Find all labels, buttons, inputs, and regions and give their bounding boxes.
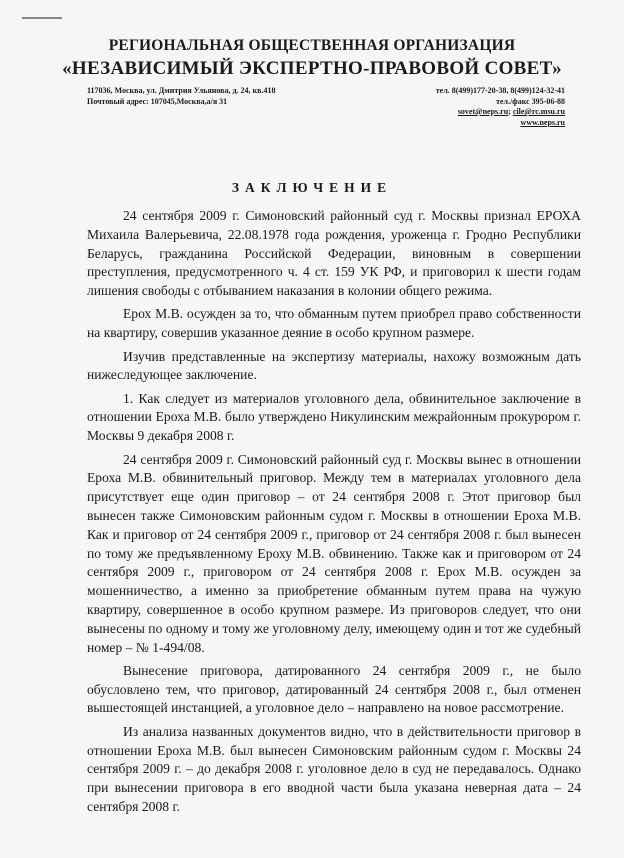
organization-type: РЕГИОНАЛЬНАЯ ОБЩЕСТВЕННАЯ ОРГАНИЗАЦИЯ [108, 37, 516, 54]
document-title: ЗАКЛЮЧЕНИЕ [231, 180, 393, 195]
postal-address: Почтовый адрес: 107045,Москва,а/я 31 [87, 96, 228, 106]
scan-artifact-line [22, 17, 62, 19]
email-link-2[interactable]: cile@rc.msu.ru [512, 107, 565, 116]
paragraph-not-overturned: Вынесение приговора, датированного 24 сентября 2009 г., не было обусловлено тем, что приговор, датированный 24 сентября 2008 г., был отменен вышестоящей инстанцией, а уголовное дело – направлено на новое рассмотрение. [87, 662, 581, 716]
paragraph-conviction: Ерох М.В. осужден за то, что обманным путем приобрел право собственности на квартиру, совершив указанное деяние в особо крупном размере. [87, 306, 581, 341]
paragraph-two-verdicts: 24 сентября 2009 г. Симоновский районный суд г. Москвы вынес в отношении Ероха М.В. обвинительный приговор. Между тем в материалах уголовного дела присутствует еще один приговор – от 24 сентября 2008 г. Этот приговор был вынесен также Симоновским районным судом г. Москвы в отношении Ероха М.В. Как и приговор от 24 сентября 2009 г., приговор от 24 сентября 2008 г. был вынесен по тому же предъявленному Ероху М.В. обвинению. Также как и приговором от 24 сентября 2009 г., приговором от 24 сентября 2008 г. Ерох М.В. осужден за мошенничество, а именно за приобретение обманным путем права на чужую квартиру, совершенное в особо крупном размере. Из приговоров следует, что они вынесены по одному и тому же уголовному делу, имеющему один и тот же судебный номер – № 1-494/08. [87, 451, 581, 655]
email-line [436, 107, 565, 118]
fax-number: тел./факс 395-06-88 [495, 96, 565, 106]
paragraph-point-1: 1. Как следует из материалов уголовного дела, обвинительное заключение в отношении Ероха М.В. было утверждено Никулинским межрайонным прокурором г. Москвы 9 декабря 2008 г. [87, 390, 581, 444]
website-link[interactable]: www.neps.ru [520, 117, 565, 127]
address-block [87, 86, 275, 107]
paragraph-verdict: 24 сентября 2009 г. Симоновский районный суд г. Москвы признал ЕРОХА Михаила Валерьевича, 22.08.1978 года рождения, уроженца г. Гродно Республики Беларусь, гражданина Российской Федерации, виновным в совершении преступления, предусмотренного ч. 4 ст. 159 УК РФ, и приговорил к шести годам лишения свободы с отбыванием наказания в колонии общего режима. [87, 208, 581, 299]
document-body [87, 207, 581, 821]
contact-block [436, 86, 565, 128]
email-separator: ; [508, 107, 513, 116]
email-link-1[interactable]: sovet@neps.ru [457, 107, 509, 116]
organization-name: «НЕЗАВИСИМЫЙ ЭКСПЕРТНО-ПРАВОВОЙ СОВЕТ» [62, 58, 562, 79]
paragraph-intro: Изучив представленные на экспертизу материалы, нахожу возможным дать нижеследующее заключение. [87, 348, 581, 383]
phone-numbers: тел. 8(499)177-20-38, 8(499)124-32-41 [435, 86, 565, 95]
paragraph-analysis: Из анализа названных документов видно, что в действительности приговор в отношении Ероха М.В. был вынесен Симоновским районным судом г. Москвы 24 сентября 2009 г. – до декабря 2008 г. уголовное дело в суд не передавалось. Однако при вынесении приговора в его вводной части была указана неверная дата – 24 сентября 2008 г. [87, 723, 581, 814]
street-address: 117036, Москва, ул. Дмитрия Ульянова, д. 24, кв.418 [87, 86, 276, 95]
